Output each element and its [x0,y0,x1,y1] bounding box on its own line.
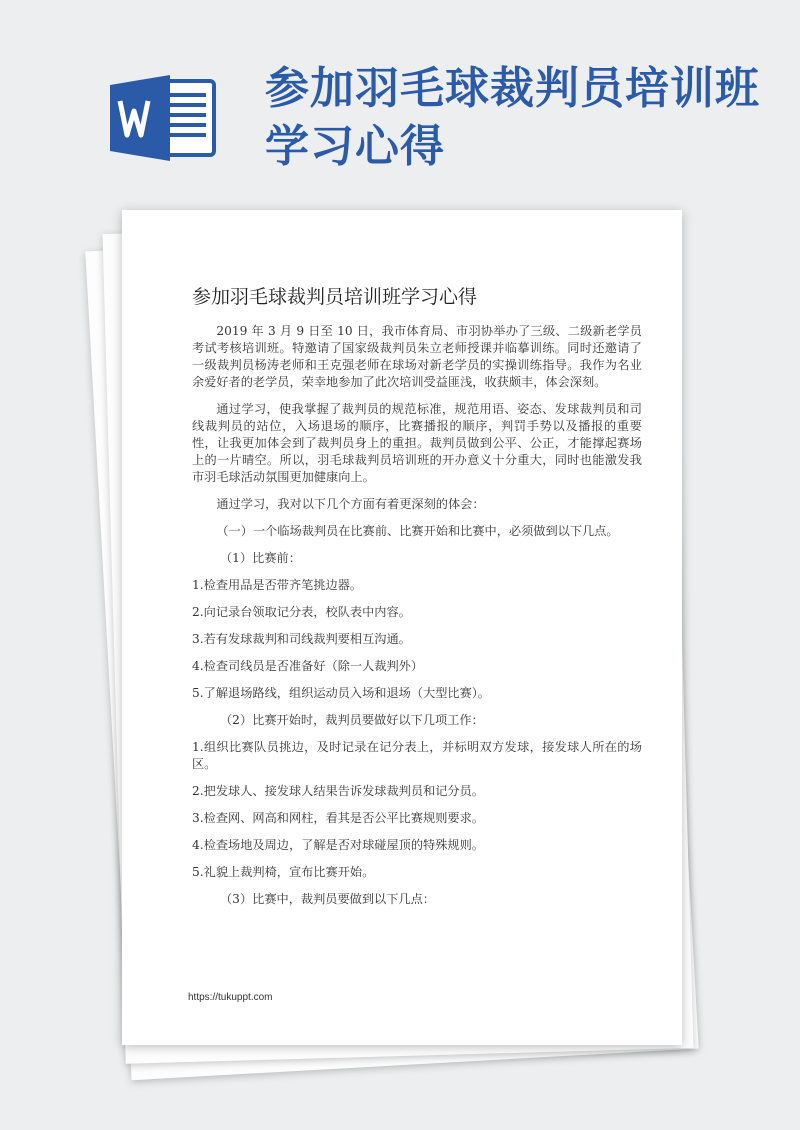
paragraph: 通过学习，我对以下几个方面有着更深刻的体会： [216,497,485,511]
paragraph: （一）一个临场裁判员在比赛前、比赛开始和比赛中，必须做到以下几点。 [216,524,619,538]
section-heading: （3）比赛中，裁判员要做到以下几点： [220,892,435,906]
footer-link[interactable]: https://tukuppt.com [188,992,273,1003]
list-item: 4.检查司线员是否准备好（除一人裁判外） [192,659,424,673]
document-page [122,210,682,1045]
paragraph: 通过学习，使我掌握了裁判员的规范标准，规范用语、姿态、发球裁判员和司线裁判员的站位，入场退场的顺序，比赛播报的顺序，判罚手势以及播报的重要性，让我更加体会到了裁判员身上的重担。裁判员做到公平、公正，才能撑起赛场上的一片晴空。所以，羽毛球裁判员培训班的开办意义十分重大，同时也能激发我市羽毛球活动氛围更加健康向上。 [192,402,642,484]
list-item: 4.检查场地及周边，了解是否对球碰屋顶的特殊规则。 [192,838,484,852]
section-heading: （2）比赛开始时，裁判员要做好以下几项工作： [220,713,484,727]
list-item: 2.把发球人、接发球人结果告诉发球裁判员和记分员。 [192,784,484,798]
list-item: 1.检查用品是否带齐笔挑边器。 [192,578,363,592]
page-body [192,323,642,918]
list-item: 5.了解退场路线，组织运动员入场和退场（大型比赛）。 [192,686,491,700]
document-title: 参加羽毛球裁判员培训班学习心得 [265,63,760,172]
section-heading: （1）比赛前： [220,551,301,565]
list-item: 3.若有发球裁判和司线裁判要相互沟通。 [192,632,411,646]
list-item: 5.礼貌上裁判椅，宣布比赛开始。 [192,865,375,879]
list-item: 1.组织比赛队员挑边，及时记录在记分表上，并标明双方发球，接发球人所在的场区。 [192,740,642,771]
list-item: 3.检查网、网高和网柱，看其是否公平比赛规则要求。 [192,811,484,825]
paragraph: 2019 年 3 月 9 日至 10 日，我市体育局、市羽协举办了三级、二级新老学员考试考核培训班。特邀请了国家级裁判员朱立老师授课并临摹训练。同时还邀请了一级裁判员杨涛老师和王克强老师在球场对新老学员的实操训练指导。我作为名业余爱好者的老学员，荣幸地参加了此次培训受益匪浅，收获颇丰，体会深刻。 [192,324,642,389]
page-title: 参加羽毛球裁判员培训班学习心得 [192,286,478,308]
header [0,0,800,200]
list-item: 2.向记录台领取记分表，校队表中内容。 [192,605,411,619]
word-icon [110,75,218,161]
